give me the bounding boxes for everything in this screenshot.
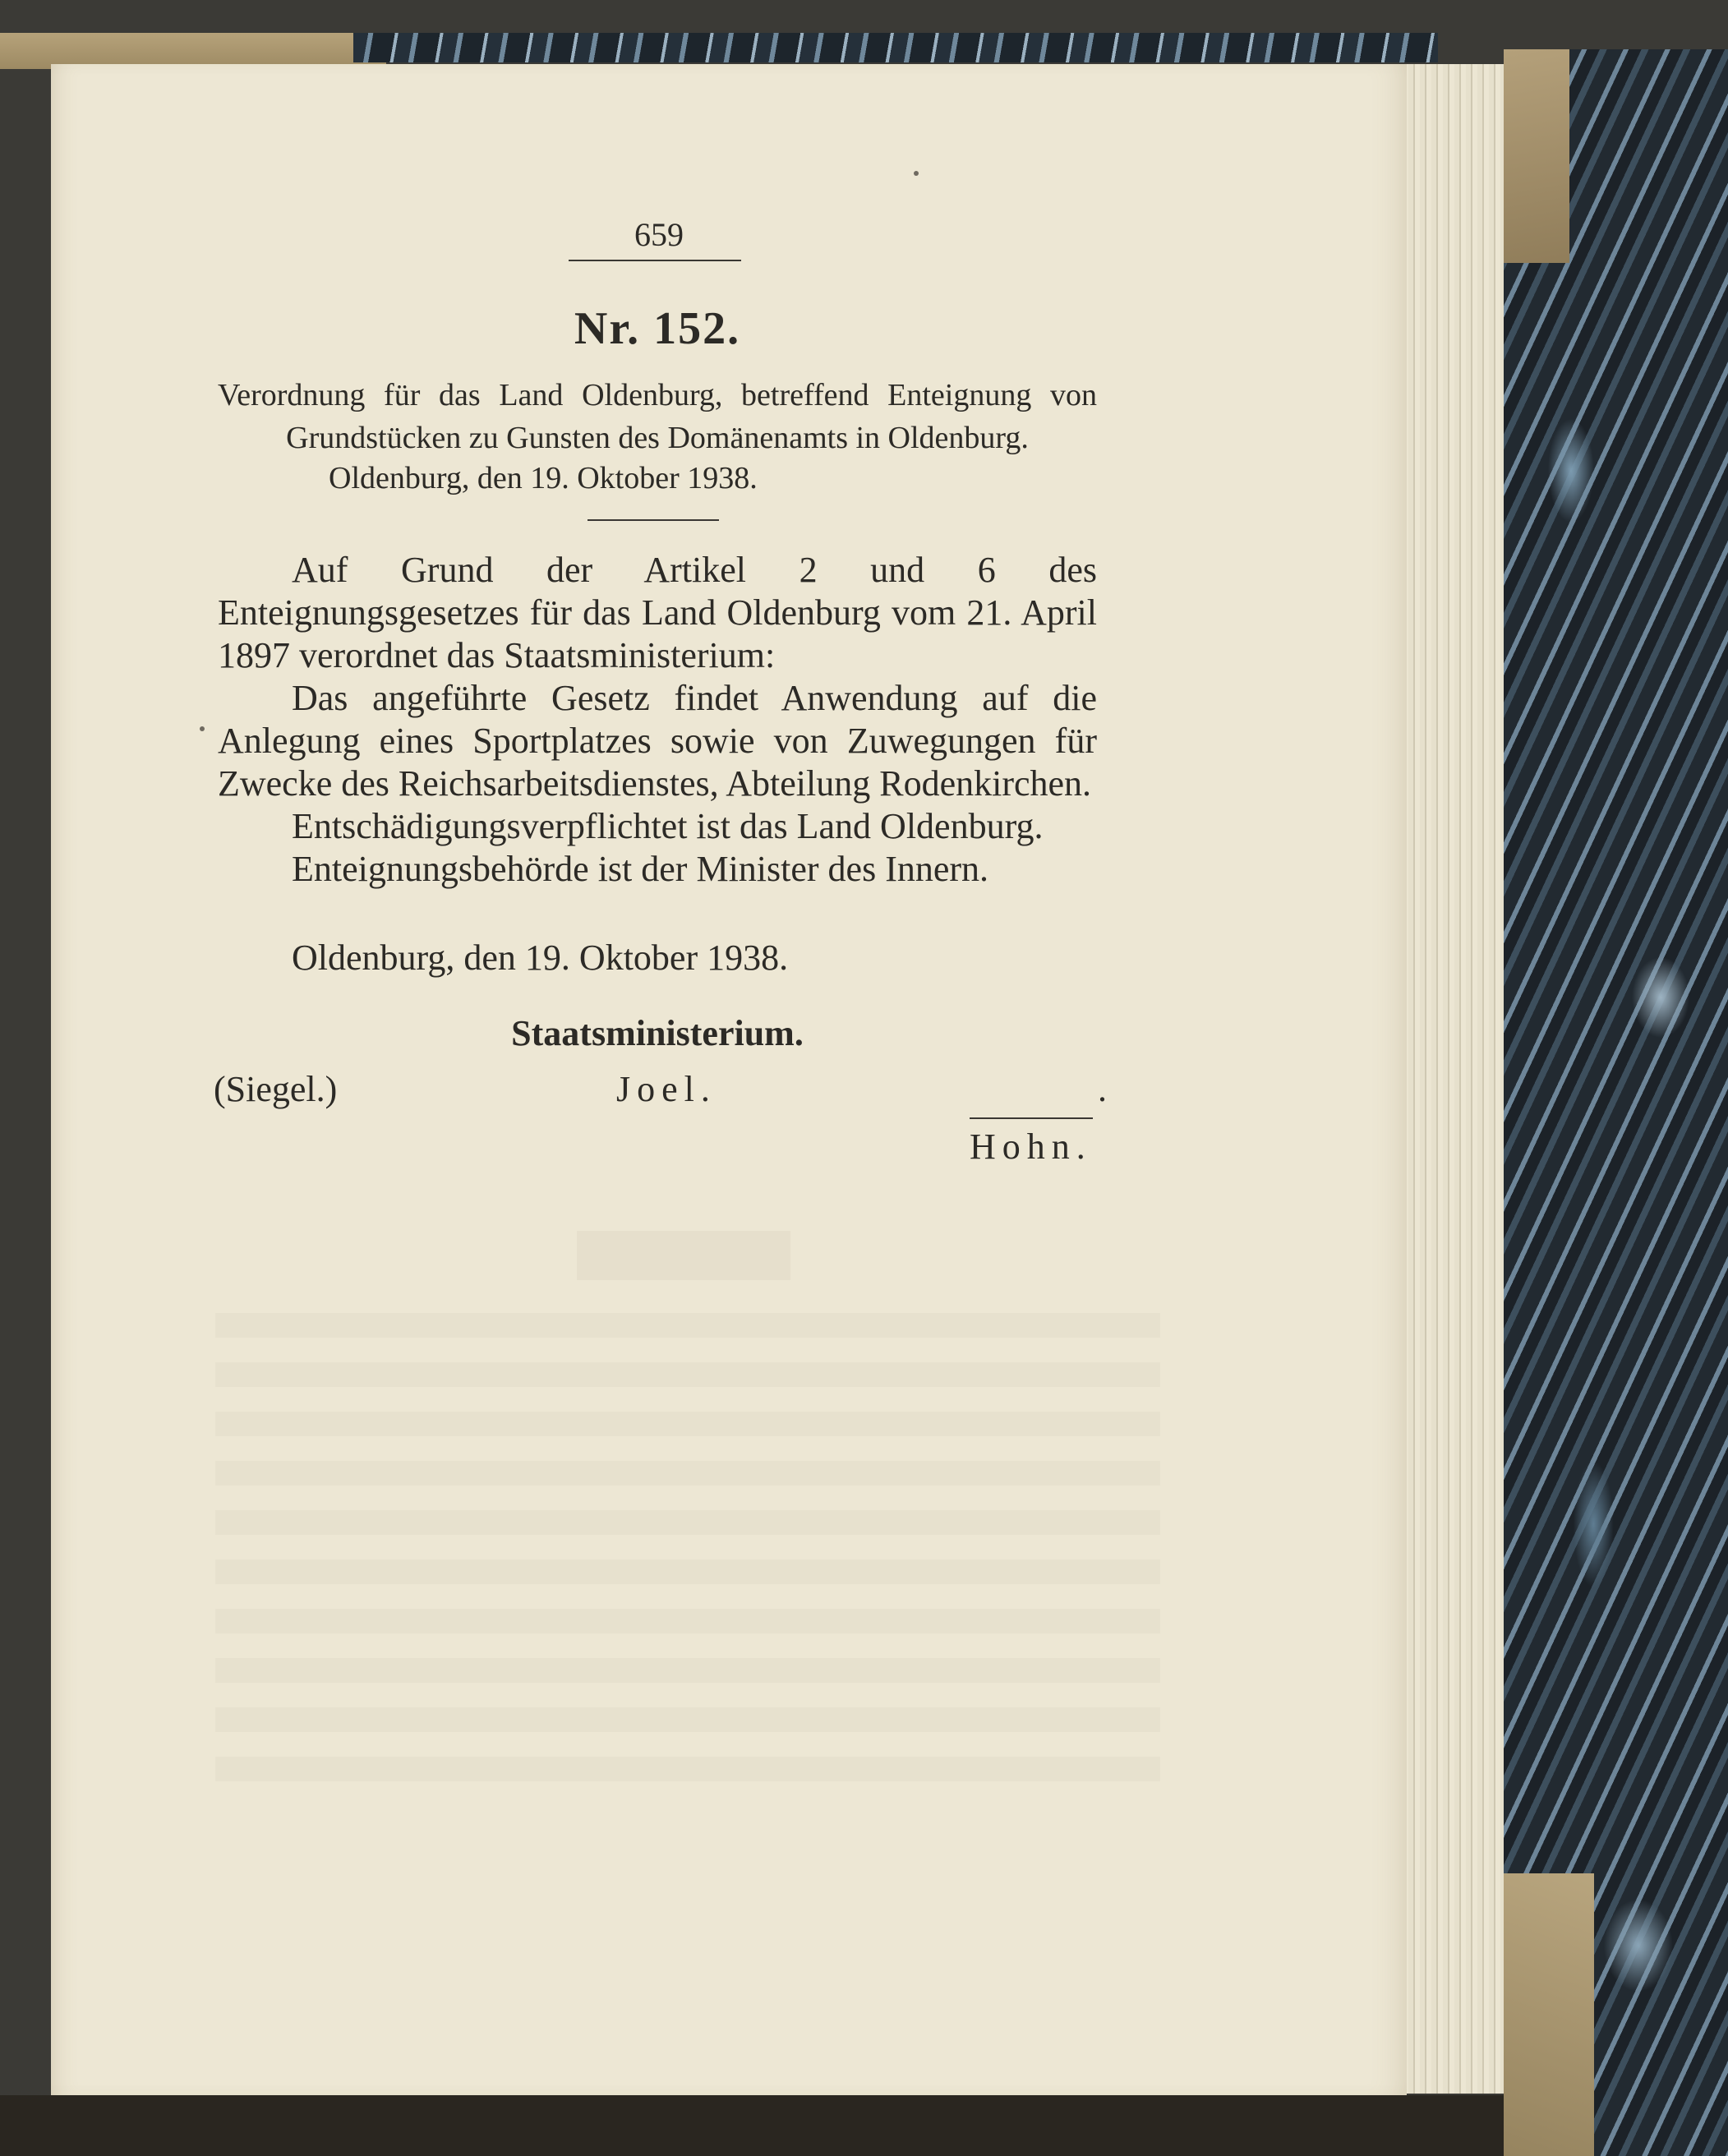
marbled-board-right	[1504, 49, 1728, 2156]
heading-date: Oldenburg, den 19. Oktober 1938.	[329, 461, 758, 495]
page-number-rule	[569, 260, 741, 261]
issuing-authority: Staatsministerium.	[511, 1013, 804, 1053]
page-number: 659	[634, 216, 684, 253]
seal-note: (Siegel.)	[214, 1069, 338, 1109]
closing-date: Oldenburg, den 19. Oktober 1938.	[292, 937, 789, 978]
page-edges	[1397, 64, 1504, 2094]
heading-rule	[588, 519, 719, 521]
show-through-block	[577, 1231, 790, 1280]
show-through-text	[215, 1313, 1160, 1806]
signatory-1: Joel.	[616, 1069, 717, 1109]
binding-corner-bottom-right	[1504, 1873, 1594, 2156]
body-paragraph-2: Das angeführte Gesetz findet Anwendung auf die Anlegung eines Sportplatzes sowie von Zuwegungen für Zwecke des Reichsarbeitsdienstes, Abteilung Rodenkirchen.	[218, 678, 1097, 804]
decree-heading: Verordnung für das Land Oldenburg, betreffend Enteignung von Grundstücken zu Gunsten des Domänenamts in Oldenburg.	[218, 378, 1097, 455]
paper-speck	[914, 171, 919, 176]
marbled-board-top	[353, 33, 1438, 62]
decree-body	[218, 549, 1097, 891]
signature-dot: .	[1098, 1069, 1107, 1109]
signatory-2: Hohn.	[970, 1126, 1092, 1167]
bottom-shadow	[0, 2095, 1504, 2156]
body-paragraph-1: Auf Grund der Artikel 2 und 6 des Enteignungsgesetzes für das Land Oldenburg vom 21. April 1897 verordnet das Staatsministerium:	[218, 550, 1097, 675]
body-paragraph-4: Enteignungsbehörde ist der Minister des Innern.	[292, 849, 989, 889]
paper-speck	[200, 726, 205, 731]
binding-corner-top-right	[1504, 49, 1569, 263]
decree-number: Nr. 152.	[574, 303, 741, 354]
signature-rule	[970, 1117, 1093, 1119]
body-paragraph-3: Entschädigungsverpflichtet ist das Land Oldenburg.	[292, 806, 1044, 846]
